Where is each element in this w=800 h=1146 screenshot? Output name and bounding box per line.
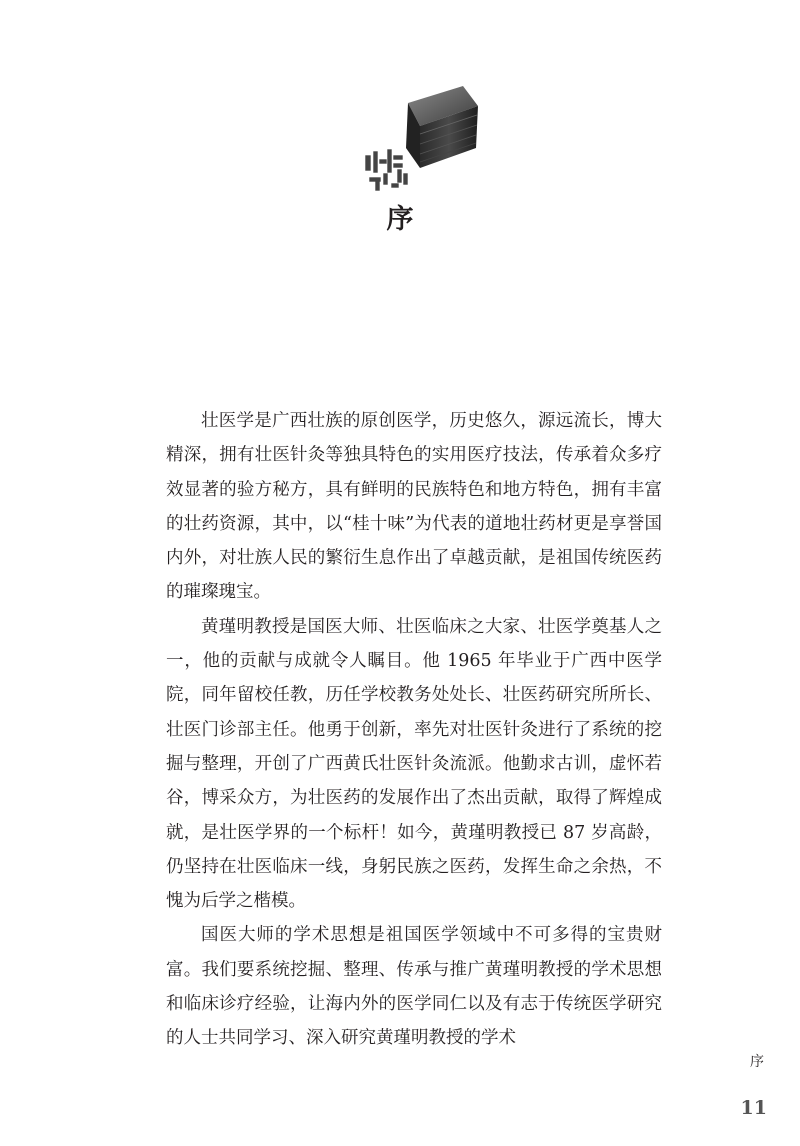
- paragraph: 国医大师的学术思想是祖国医学领域中不可多得的宝贵财富。我们要系统挖掘、整理、传承与推广黄瑾明教授的学术思想和临床诊疗经验，让海内外的医学同仁以及有志于传统医学研究的人士共同学习、深入研究黄瑾明教授的学术: [166, 925, 662, 1049]
- page-number: 11: [740, 1097, 767, 1119]
- seal-block: [406, 86, 478, 168]
- page-title: 序: [386, 204, 414, 235]
- running-head: 序: [750, 1054, 764, 1070]
- paragraph: 黄瑾明教授是国医大师、壮医临床之大家、壮医学奠基人之一，他的贡献与成就令人瞩目。他 1965 年毕业于广西中医学院，同年留校任教，历任学校教务处处长、壮医药研究所所长、壮医门诊部主任。他勇于创新，率先对壮医针灸进行了系统的挖掘与整理，开创了广西黄氏壮医针灸流派。他勤求古训，虚怀若谷，博采众方，为壮医药的发展作出了杰出贡献，取得了辉煌成就，是壮医学界的一个标杆！如今，黄瑾明教授已 87 岁高龄，仍坚持在壮医临床一线，身躬民族之医药，发挥生命之余热，不愧为后学之楷模。: [166, 616, 662, 912]
- paragraph: 壮医学是广西壮族的原创医学，历史悠久，源远流长，博大精深，拥有壮医针灸等独具特色的实用医疗技法，传承着众多疗效显著的验方秘方，具有鲜明的民族特色和地方特色，拥有丰富的壮药资源，其中，以“桂十味”为代表的道地壮药材更是享誉国内外，对壮族人民的繁衍生息作出了卓越贡献，是祖国传统医药的璀璨瑰宝。: [166, 411, 662, 603]
- seal-stamp-illustration: [358, 78, 488, 198]
- preface-body: [166, 404, 662, 1056]
- seal-impression: [366, 150, 407, 190]
